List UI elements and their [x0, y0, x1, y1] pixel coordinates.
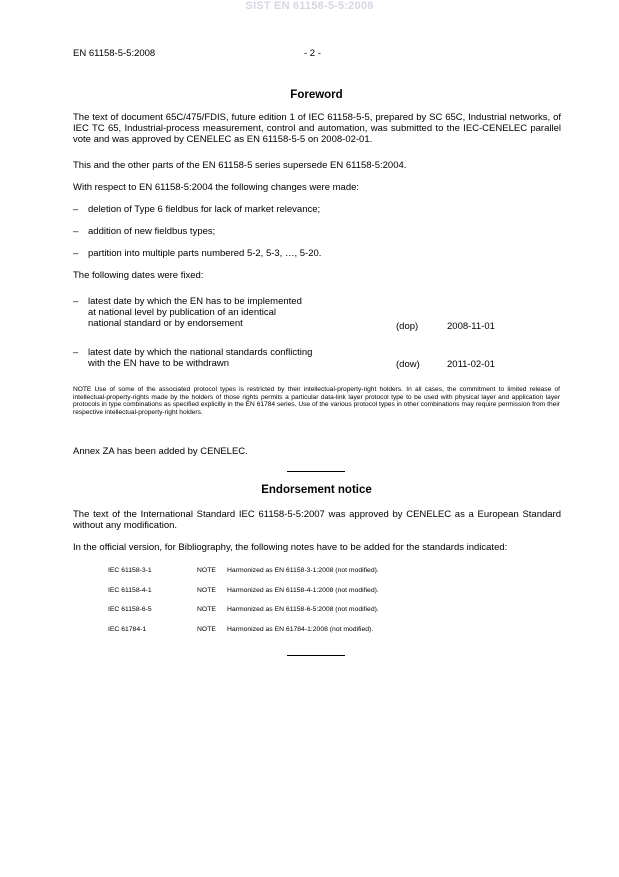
date-abbr-dop: (dop) — [396, 321, 419, 332]
foreword-title: Foreword — [290, 89, 343, 101]
note-label: NOTE — [197, 606, 216, 613]
watermark: SIST EN 61158-5-5:2008 — [245, 0, 374, 12]
date-item-line: latest date by which the national standards conflicting — [88, 347, 313, 358]
section-divider — [287, 471, 345, 472]
standard-ref: IEC 61158-3-1 — [108, 567, 152, 574]
page-number: - 2 - — [304, 48, 321, 59]
note-label: NOTE — [197, 626, 216, 633]
date-item-line: national standard or by endorsement — [88, 318, 243, 329]
dates-intro: The following dates were fixed: — [73, 270, 204, 281]
change-text: addition of new fieldbus types; — [88, 226, 216, 237]
date-value-dow: 2011-02-01 — [447, 359, 495, 370]
foreword-paragraph-3: With respect to EN 61158-5:2004 the following changes were made: — [73, 182, 360, 193]
foreword-paragraph-2: This and the other parts of the EN 61158-5 series supersede EN 61158-5:2004. — [73, 160, 407, 171]
dash-marker: – — [73, 296, 79, 307]
date-value-dop: 2008-11-01 — [447, 321, 495, 332]
note-label: NOTE — [197, 567, 216, 574]
harmonized-text: Harmonized as EN 61158-4-1:2008 (not modified). — [227, 587, 379, 594]
endorsement-paragraph-2: In the official version, for Bibliography, the following notes have to be added for the standards indicated: — [73, 542, 508, 553]
endorsement-title: Endorsement notice — [261, 484, 372, 496]
date-item-line: latest date by which the EN has to be implemented — [88, 296, 302, 307]
dash-marker: – — [73, 226, 79, 237]
annex-statement: Annex ZA has been added by CENELEC. — [73, 446, 248, 457]
ipr-note: NOTE Use of some of the associated protocol types is restricted by their intellectual-property-right holders. In all cases, the commitment to limited release of intellectual-property-rights made by the holders of those rights permits a particular data-link layer protocol type to be used with physical layer and application layer protocols in type combinations as specified explicitly in the EN 61784 series. Use of the various protocol types in other combinations may require permission from their respective intellectual-property-right holders. — [73, 386, 560, 416]
change-text: partition into multiple parts numbered 5-2, 5-3, …, 5-20. — [88, 248, 322, 259]
harmonized-text: Harmonized as EN 61784-1:2008 (not modified). — [227, 626, 374, 633]
dash-marker: – — [73, 204, 79, 215]
note-label: NOTE — [197, 587, 216, 594]
standard-ref: IEC 61784-1 — [108, 626, 147, 633]
document-id: EN 61158-5-5:2008 — [73, 48, 156, 59]
harmonized-text: Harmonized as EN 61158-3-1:2008 (not modified). — [227, 567, 379, 574]
dash-marker: – — [73, 248, 79, 259]
date-abbr-dow: (dow) — [396, 359, 420, 370]
foreword-paragraph-1: The text of document 65C/475/FDIS, future edition 1 of IEC 61158-5-5, prepared by SC 65C, Industrial networks, of IEC TC 65, Industrial-process measurement, control and automation, was submitted to the IEC-CENELEC parallel vote and was approved by CENELEC as EN 61158-5-5 on 2008-02-01. — [73, 112, 561, 145]
date-item-line: at national level by publication of an identical — [88, 307, 277, 318]
section-divider — [287, 655, 345, 656]
standard-ref: IEC 61158-6-5 — [108, 606, 152, 613]
endorsement-paragraph-1: The text of the International Standard IEC 61158-5-5:2007 was approved by CENELEC as a European Standard without any modification. — [73, 509, 561, 531]
harmonized-text: Harmonized as EN 61158-6-5:2008 (not modified). — [227, 606, 379, 613]
standard-ref: IEC 61158-4-1 — [108, 587, 152, 594]
change-text: deletion of Type 6 fieldbus for lack of market relevance; — [88, 204, 321, 215]
dash-marker: – — [73, 347, 79, 358]
date-item-line: with the EN have to be withdrawn — [88, 358, 229, 369]
